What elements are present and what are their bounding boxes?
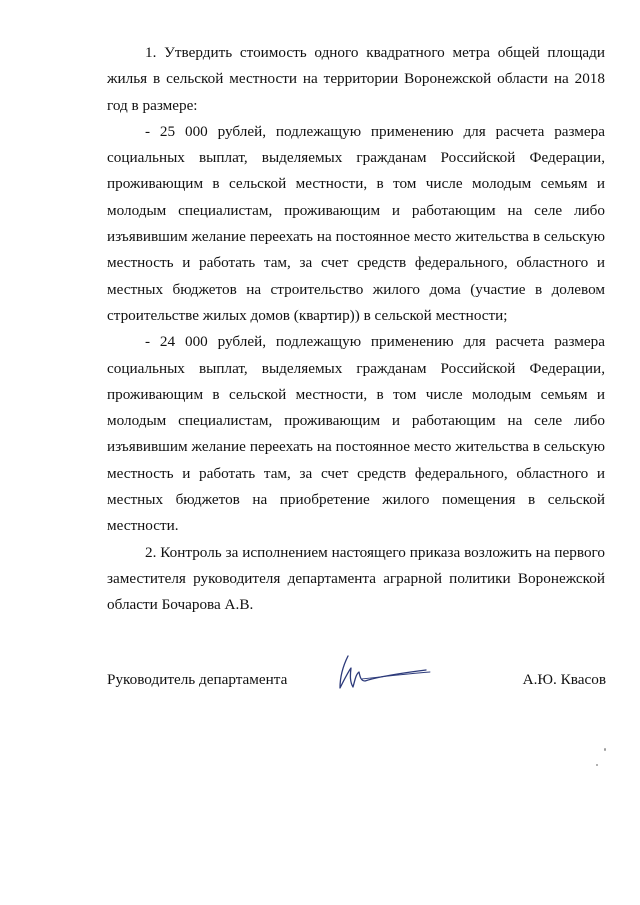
scan-speck [604,748,606,751]
paragraph-item-25000: - 25 000 рублей, подлежащую применению для расчета размера социальных выплат, выделяемых гражданам Российской Федерации, проживающим в сельской местности, в том числе молодым семьям и молодым специалистам, проживающим и работающим на селе либо изъявившим желание переехать на постоянное место жительства в сельскую местность и работать там, за счет средств федерального, областного и местных бюджетов на строительство жилого дома (участие в долевом строительстве жилых домов (квартир)) в сельской местности; [107,122,605,324]
signatory-name: А.Ю. Квасов [522,671,606,688]
handwritten-signature [334,650,434,692]
signatory-position: Руководитель департамента [107,671,288,688]
paragraph-1-approve-cost: 1. Утвердить стоимость одного квадратного метра общей площади жилья в сельской местности на территории Воронежской области на 2018 год в размере: [107,44,605,114]
scan-speck [596,764,598,766]
paragraph-item-24000: - 24 000 рублей, подлежащую применению для расчета размера социальных выплат, выделяемых гражданам Российской Федерации, проживающим в сельской местности, в том числе молодым семьям и молодым специалистам, проживающим и работающим на селе либо изъявившим желание переехать на постоянное место жительства в сельскую местность и работать там, за счет средств федерального, областного и местных бюджетов на приобретение жилого помещения в сельской местности. [107,333,605,535]
document-body [107,40,605,619]
paragraph-2-control: 2. Контроль за исполнением настоящего приказа возложить на первого заместителя руководителя департамента аграрной политики Воронежской области Бочарова А.В. [107,543,605,614]
